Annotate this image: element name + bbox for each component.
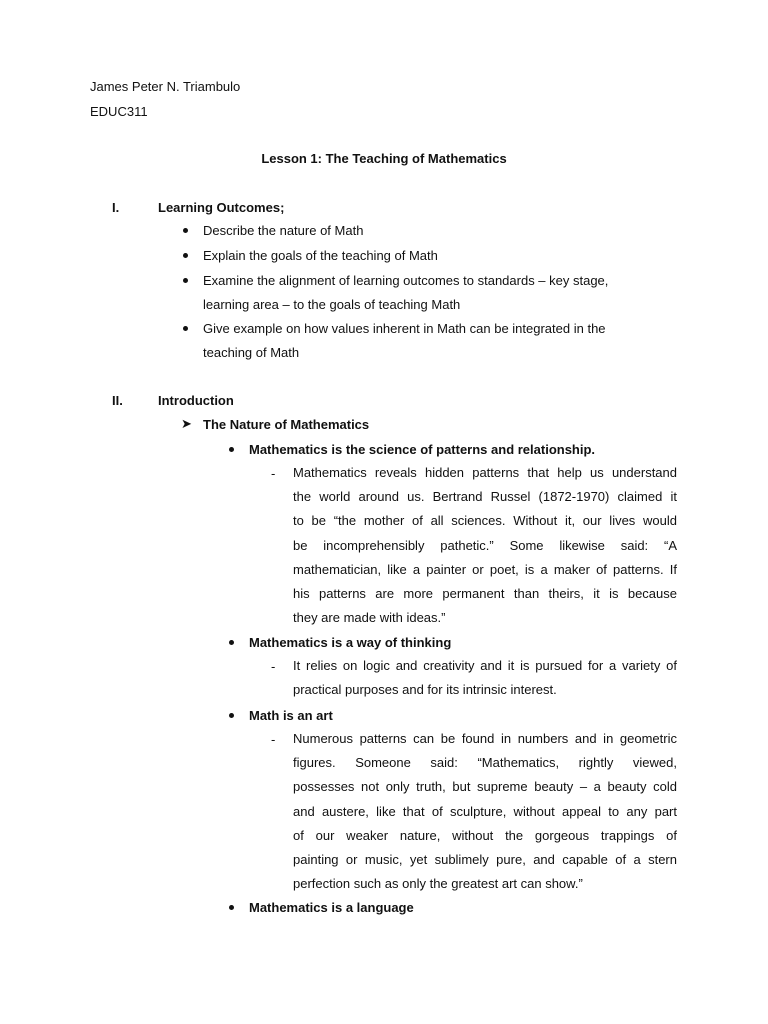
point-4-title: Mathematics is a language — [249, 900, 414, 915]
paragraph-line: practical purposes and for its intrinsic interest. — [293, 682, 557, 698]
paragraph-line: the world around us. Bertrand Russel (1872-1970) claimed it — [293, 489, 677, 505]
section-2-numeral: II. — [112, 393, 123, 408]
course-code: EDUC311 — [90, 104, 148, 119]
bullet-icon — [183, 278, 188, 283]
bullet-icon — [229, 640, 234, 645]
lesson-title: Lesson 1: The Teaching of Mathematics — [261, 151, 507, 166]
learning-outcome-3-line-1: Examine the alignment of learning outcomes to standards – key stage, — [203, 273, 609, 288]
dash-bullet-icon: - — [271, 466, 276, 481]
point-2-paragraph — [293, 654, 677, 702]
point-2-title: Mathematics is a way of thinking — [249, 635, 452, 650]
paragraph-line: Numerous patterns can be found in numbers and in geometric — [293, 731, 677, 746]
bullet-icon — [229, 713, 234, 718]
point-1-paragraph — [293, 461, 677, 630]
section-2-heading: Introduction — [158, 393, 234, 408]
bullet-icon — [229, 447, 234, 452]
point-1-title: Mathematics is the science of patterns and relationship. — [249, 442, 596, 457]
learning-outcome-3-line-2: learning area – to the goals of teaching Math — [203, 297, 461, 312]
nature-of-math-subheading: The Nature of Mathematics — [203, 417, 370, 432]
dash-bullet-icon: - — [271, 732, 276, 747]
paragraph-line: be incomprehensibly pathetic.” Some likewise said: “A — [293, 537, 677, 553]
paragraph-line: It relies on logic and creativity and it is pursued for a variety of — [293, 658, 677, 673]
section-1-numeral: I. — [112, 200, 120, 215]
paragraph-line: perfection such as only the greatest art can show.” — [293, 876, 583, 892]
paragraph-line: figures. Someone said: “Mathematics, rightly viewed, — [293, 755, 677, 771]
paragraph-line: and austere, like that of sculpture, without appeal to any part — [293, 803, 677, 819]
learning-outcome-4-line-1: Give example on how values inherent in Math can be integrated in the — [203, 321, 606, 336]
paragraph-line: painting or music, yet sublimely pure, and capable of a stern — [293, 851, 677, 867]
paragraph-line: mathematician, like a painter or poet, is a maker of patterns. If — [293, 561, 677, 577]
section-1-heading: Learning Outcomes; — [158, 200, 285, 215]
paragraph-line: of our weaker nature, without the gorgeous trappings of — [293, 827, 677, 843]
paragraph-line: they are made with ideas.” — [293, 610, 446, 626]
point-3-title: Math is an art — [249, 708, 333, 723]
learning-outcome-4-line-2: teaching of Math — [203, 345, 300, 360]
paragraph-line: to be “the mother of all sciences. Without it, our lives would — [293, 513, 677, 529]
author-name: James Peter N. Triambulo — [90, 79, 241, 94]
bullet-icon — [183, 253, 188, 258]
arrow-bullet-icon: ➤ — [181, 417, 192, 432]
learning-outcome-2: Explain the goals of the teaching of Math — [203, 248, 438, 263]
bullet-icon — [183, 228, 188, 233]
paragraph-line: his patterns are more permanent than theirs, it is because — [293, 585, 677, 601]
bullet-icon — [229, 905, 234, 910]
paragraph-line: Mathematics reveals hidden patterns that help us understand — [293, 465, 677, 480]
paragraph-line: possesses not only truth, but supreme beauty – a beauty cold — [293, 779, 677, 795]
point-3-paragraph — [293, 727, 677, 896]
learning-outcome-1: Describe the nature of Math — [203, 223, 364, 238]
dash-bullet-icon: - — [271, 659, 276, 674]
bullet-icon — [183, 326, 188, 331]
